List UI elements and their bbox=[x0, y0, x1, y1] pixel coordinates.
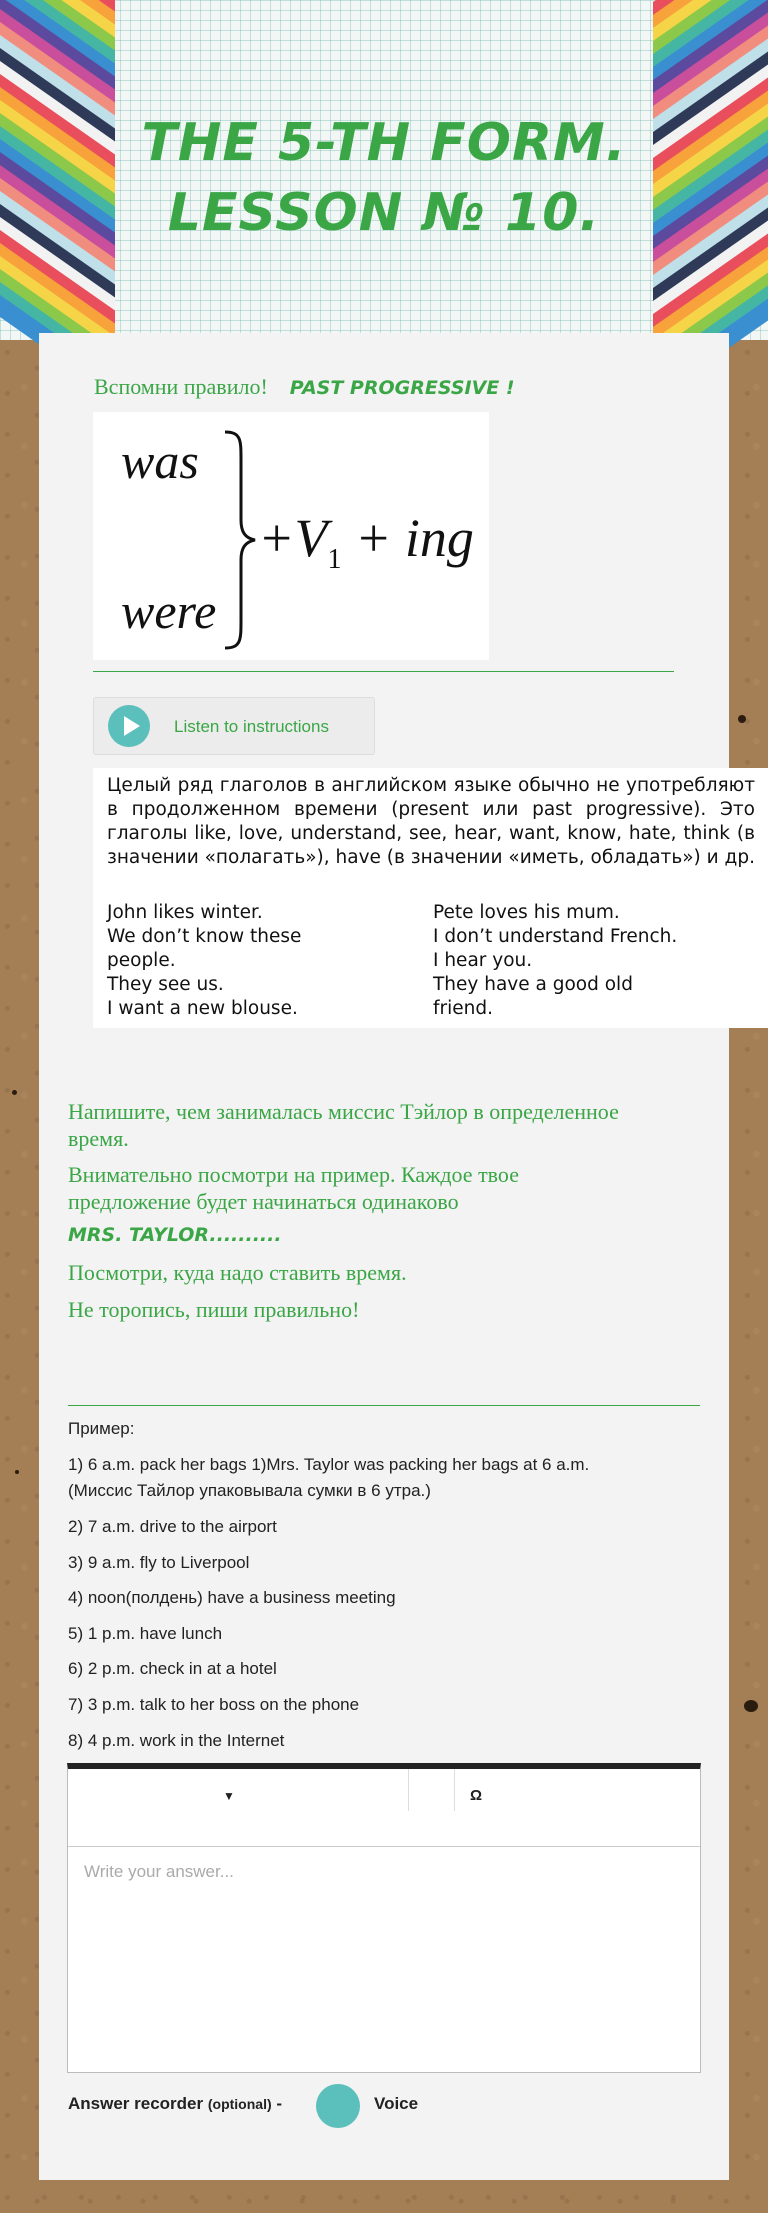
hint-rule: PAST PROGRESSIVE ! bbox=[289, 377, 515, 399]
answer-textarea[interactable]: Write your answer... bbox=[84, 1862, 234, 1881]
task-line-3: Посмотри, куда надо ставить время. bbox=[68, 1260, 407, 1285]
formula-were: were bbox=[121, 583, 217, 639]
example-sentence: They have a good old bbox=[433, 974, 633, 995]
answer-editor bbox=[67, 1763, 701, 2073]
toolbar-separator bbox=[454, 1769, 455, 1811]
hint-prefix: Вспомни правило! bbox=[94, 374, 268, 399]
listen-instructions-button[interactable] bbox=[93, 697, 375, 755]
voice-record-button[interactable] bbox=[316, 2084, 360, 2128]
example-item: (Миссис Тайлор упаковывала сумки в 6 утра.) bbox=[68, 1481, 431, 1500]
toolbar-separator bbox=[408, 1769, 409, 1811]
chevron-pattern-left bbox=[0, 0, 115, 360]
answer-recorder-label: Answer recorder (optional) - bbox=[68, 2094, 283, 2113]
examples-left bbox=[107, 901, 347, 1021]
special-char-button[interactable]: Ω bbox=[470, 1787, 483, 1804]
chevron-pattern-right bbox=[653, 0, 768, 360]
rule-paragraph: Целый ряд глаголов в английском языке обычно не употребляют в продолженном времени (present или past progressive). Это глаголы like, love, understand, see, hear, want, know, hate, think (в значении «полагать»), have (в значении «иметь, обладать») и др. bbox=[107, 775, 755, 868]
example-sentence: Pete loves his mum. bbox=[433, 902, 620, 923]
example-item: 4) noon(полдень) have a business meeting bbox=[68, 1588, 396, 1607]
brace-icon bbox=[221, 430, 261, 650]
example-label: Пример: bbox=[68, 1419, 135, 1438]
task-line-2: Внимательно посмотри на пример. Каждое твое предложение будет начинаться одинаково bbox=[68, 1162, 519, 1214]
example-sentence: John likes winter. bbox=[107, 902, 263, 923]
example-item: 8) 4 p.m. work in the Internet bbox=[68, 1731, 285, 1750]
ink-splat bbox=[12, 1090, 17, 1095]
example-sentence: I want a new blouse. bbox=[107, 998, 298, 1019]
formula-image bbox=[93, 412, 489, 660]
formula-was: was bbox=[121, 433, 199, 489]
example-item: 5) 1 p.m. have lunch bbox=[68, 1624, 223, 1643]
format-dropdown[interactable]: ▼ bbox=[223, 1789, 235, 1803]
example-sentence: people. bbox=[107, 950, 176, 971]
voice-label: Voice bbox=[374, 2094, 419, 2113]
example-item: 7) 3 p.m. talk to her boss on the phone bbox=[68, 1695, 360, 1714]
play-icon[interactable] bbox=[108, 705, 150, 747]
ink-splat bbox=[15, 1470, 19, 1474]
example-sentence: We don’t know these bbox=[107, 926, 302, 947]
example-item: 3) 9 a.m. fly to Liverpool bbox=[68, 1553, 250, 1572]
formula-rhs: $+V_1$ + ing bbox=[258, 508, 474, 575]
example-sentence: friend. bbox=[433, 998, 493, 1019]
mrs-taylor-label: MRS. TAYLOR.......... bbox=[68, 1224, 282, 1246]
task-line-1: Напишите, чем занималась миссис Тэйлор в определенное время. bbox=[68, 1099, 619, 1151]
editor-toolbar bbox=[68, 1769, 700, 1847]
example-sentence: I hear you. bbox=[433, 950, 533, 971]
example-sentence: I don’t understand French. bbox=[433, 926, 678, 947]
divider bbox=[93, 671, 674, 672]
hint-line bbox=[94, 374, 515, 400]
divider bbox=[68, 1405, 700, 1406]
grammar-rule-image bbox=[93, 768, 768, 1028]
title-line-1: THE 5-TH FORM. bbox=[141, 113, 627, 173]
page-title bbox=[115, 108, 653, 248]
example-sentence: They see us. bbox=[107, 974, 224, 995]
examples-right bbox=[433, 901, 753, 1021]
ink-splat bbox=[738, 715, 746, 723]
ink-splat bbox=[744, 1700, 758, 1712]
example-item: 2) 7 a.m. drive to the airport bbox=[68, 1517, 277, 1536]
title-line-2: LESSON № 10. bbox=[167, 183, 601, 243]
example-item: 1) 6 a.m. pack her bags 1)Mrs. Taylor was packing her bags at 6 a.m. bbox=[68, 1455, 590, 1474]
header-banner bbox=[0, 0, 768, 340]
example-item: 6) 2 p.m. check in at a hotel bbox=[68, 1659, 277, 1678]
task-line-4: Не торопись, пиши правильно! bbox=[68, 1297, 360, 1322]
listen-label: Listen to instructions bbox=[174, 717, 329, 736]
